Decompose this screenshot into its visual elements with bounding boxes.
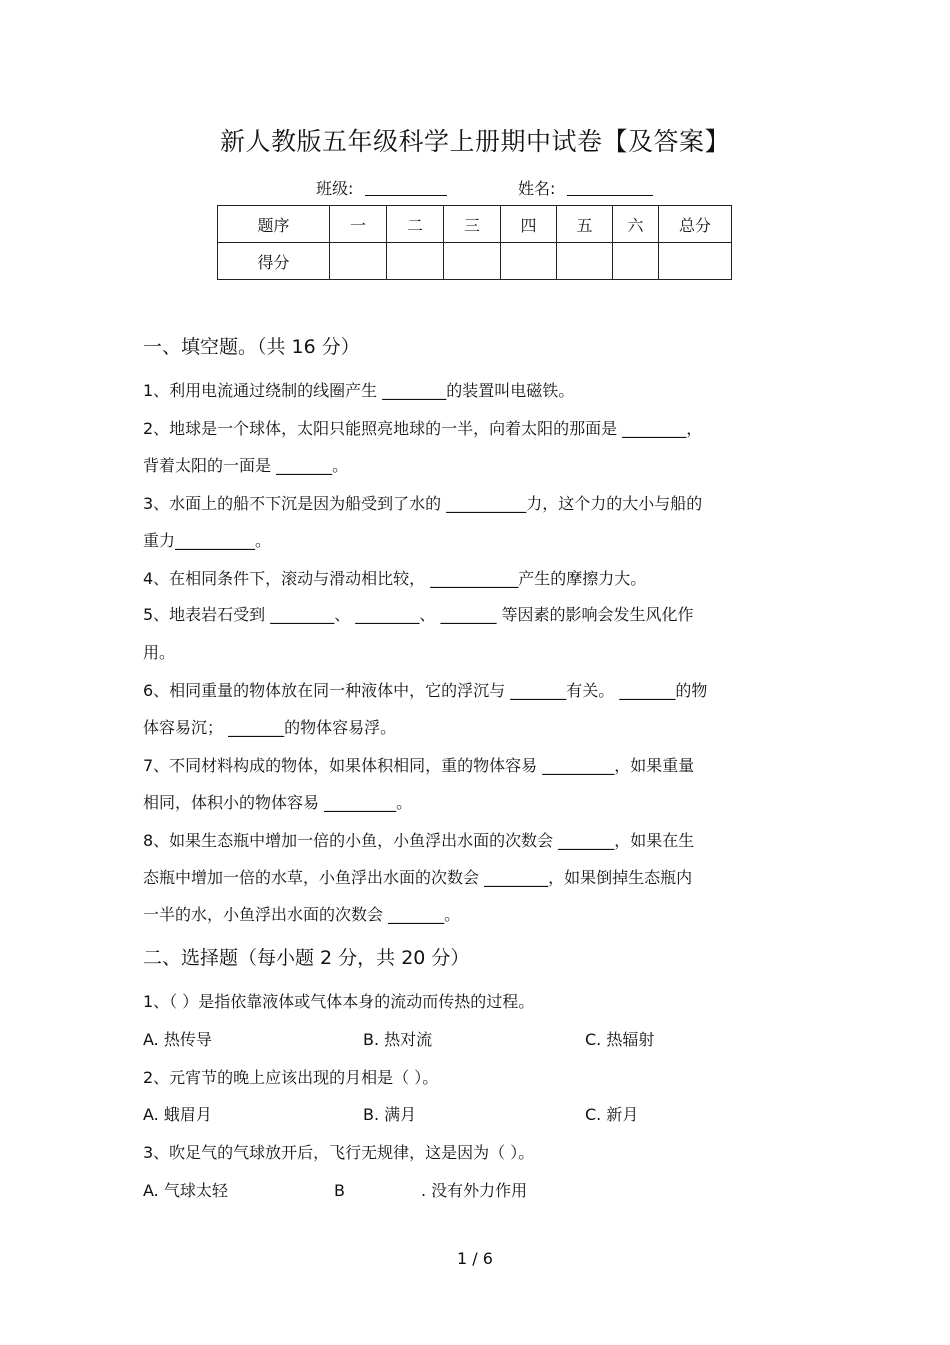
score-cell[interactable] [387, 243, 444, 280]
table-row [218, 206, 732, 243]
score-table [217, 205, 732, 280]
question-stem: 3、吹足气的气球放开后，飞行无规律，这是因为（ ）。 [143, 1143, 535, 1162]
question-line: 1、利用电流通过绕制的线圈产生 ________的装置叫电磁铁。 [143, 381, 575, 400]
table-cell: 得分 [218, 243, 330, 280]
question-line: 体容易沉； _______的物体容易浮。 [143, 718, 397, 737]
question-line: 3、水面上的船不下沉是因为船受到了水的 __________力，这个力的大小与船的 [143, 494, 703, 513]
option-c[interactable]: C. 新月 [585, 1105, 639, 1124]
table-cell: 三 [444, 206, 501, 243]
class-label: 班级: [316, 179, 354, 198]
question-stem: 1、（ ）是指依靠液体或气体本身的流动而传热的过程。 [143, 992, 535, 1011]
option-b-text: . 没有外力作用 [420, 1181, 528, 1200]
score-cell[interactable] [330, 243, 387, 280]
question-line: 2、地球是一个球体，太阳只能照亮地球的一半，向着太阳的那面是 ________， [143, 419, 703, 438]
option-c[interactable]: C. 热辐射 [585, 1030, 655, 1049]
table-cell: 五 [557, 206, 613, 243]
name-field [518, 176, 653, 199]
question-line: 重力__________。 [143, 531, 272, 550]
question-line: 相同，体积小的物体容易 _________。 [143, 793, 413, 812]
section2-heading: 二、选择题（每小题 2 分，共 20 分） [143, 947, 470, 969]
question-line: 态瓶中增加一倍的水草，小鱼浮出水面的次数会 ________，如果倒掉生态瓶内 [143, 868, 693, 887]
option-a[interactable]: A. 蛾眉月 [143, 1105, 212, 1124]
table-cell: 四 [501, 206, 557, 243]
score-cell[interactable] [444, 243, 501, 280]
table-cell: 六 [613, 206, 659, 243]
page-number: 1 / 6 [457, 1249, 493, 1268]
option-b[interactable]: B. 热对流 [363, 1030, 433, 1049]
question-line: 8、如果生态瓶中增加一倍的小鱼，小鱼浮出水面的次数会 _______，如果在生 [143, 831, 695, 850]
question-line: 5、地表岩石受到 ________、 ________、 _______ 等因素的影响会发生风化作 [143, 605, 694, 624]
score-cell[interactable] [557, 243, 613, 280]
name-blank[interactable] [567, 179, 653, 196]
option-b-letter: B [334, 1181, 345, 1200]
option-a[interactable]: A. 气球太轻 [143, 1181, 228, 1200]
table-cell: 题序 [218, 206, 330, 243]
class-blank[interactable] [365, 179, 447, 196]
question-stem: 2、元宵节的晚上应该出现的月相是（ ）。 [143, 1068, 439, 1087]
question-line: 背着太阳的一面是 _______。 [143, 456, 349, 475]
option-b[interactable] [334, 1178, 527, 1201]
question-line: 用。 [143, 643, 176, 662]
option-b[interactable]: B. 满月 [363, 1105, 417, 1124]
option-a[interactable]: A. 热传导 [143, 1030, 212, 1049]
table-cell: 一 [330, 206, 387, 243]
score-cell[interactable] [613, 243, 659, 280]
score-cell[interactable] [659, 243, 732, 280]
table-row [218, 243, 732, 280]
page-title: 新人教版五年级科学上册期中试卷【及答案】 [219, 127, 730, 156]
question-line: 一半的水，小鱼浮出水面的次数会 _______。 [143, 905, 461, 924]
class-field [316, 176, 447, 199]
question-line: 4、在相同条件下，滚动与滑动相比较， ___________产生的摩擦力大。 [143, 569, 647, 588]
table-cell: 总分 [659, 206, 732, 243]
table-cell: 二 [387, 206, 444, 243]
name-label: 姓名: [518, 179, 556, 198]
section1-heading: 一、填空题。（共 16 分） [143, 336, 360, 358]
question-line: 7、不同材料构成的物体，如果体积相同，重的物体容易 _________，如果重量 [143, 756, 695, 775]
question-line: 6、相同重量的物体放在同一种液体中，它的浮沉与 _______有关。 _______的物 [143, 681, 708, 700]
score-cell[interactable] [501, 243, 557, 280]
